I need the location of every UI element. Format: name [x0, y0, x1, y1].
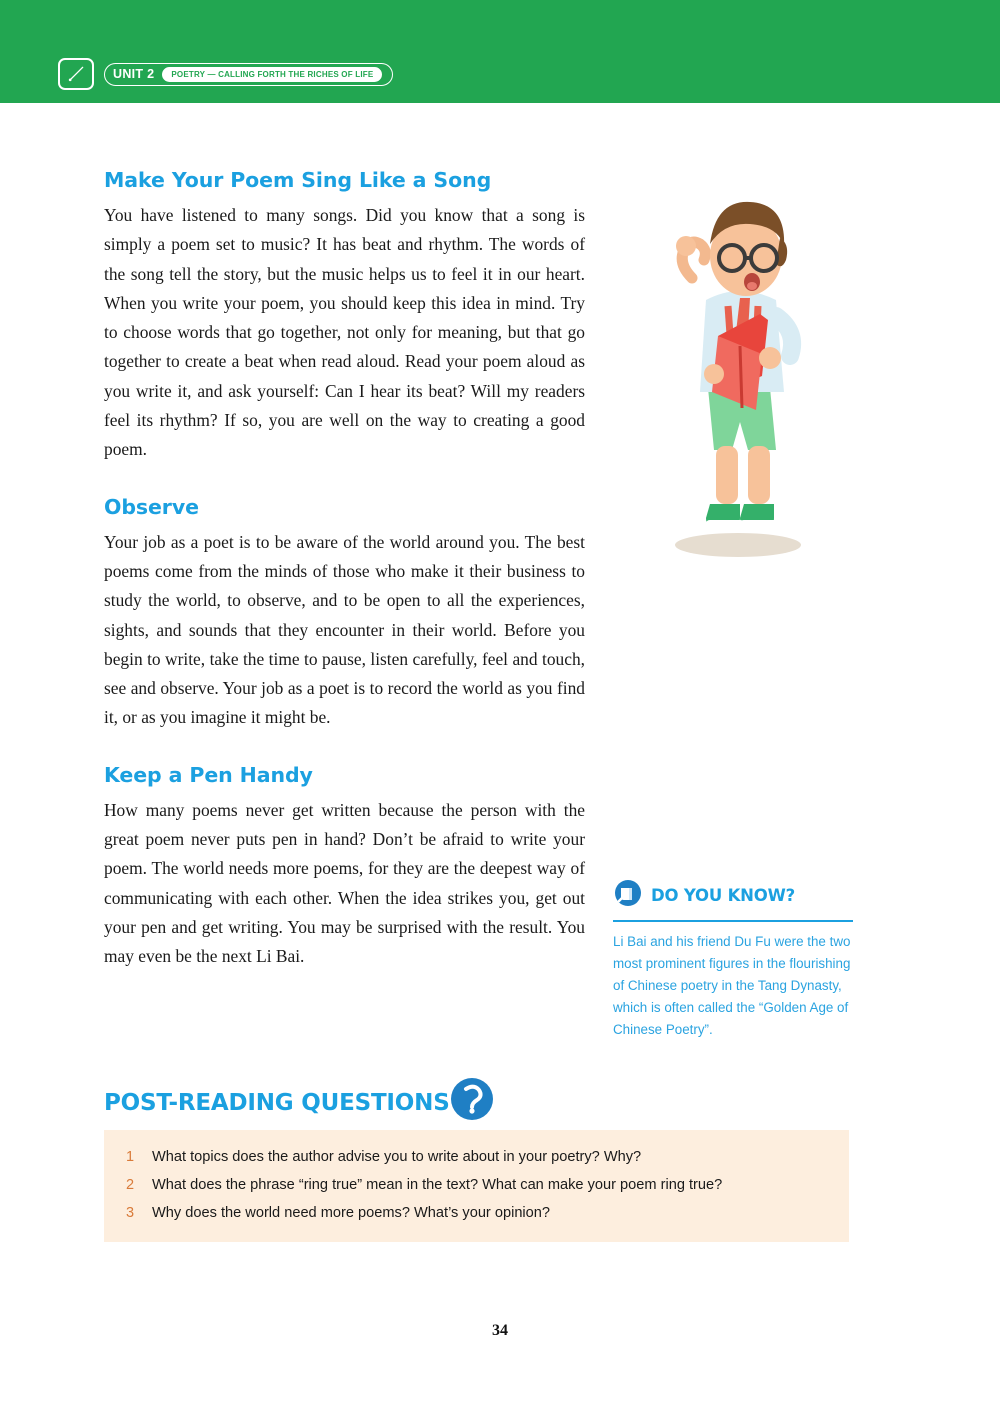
section-body-keep-a-pen-handy: How many poems never get written because the person with the great poem never puts pen in hand? Don’t be afraid to write your poem. The world needs more poems, for they are the deepest way of communicating with each other. When the idea strikes you, get out your pen and get writing. You may be surprised with the result. You may even be the next Li Bai.: [104, 799, 585, 967]
pen-nib-icon: [58, 58, 94, 90]
page-header-band: [0, 0, 1000, 103]
book-badge-icon: [613, 878, 643, 913]
boy-reading-book-illustration: [630, 160, 845, 570]
question-number: 3: [126, 1205, 135, 1221]
page-number: 34: [492, 1322, 508, 1339]
section-body-observe: Your job as a poet is to be aware of the world around you. The best poems come from the minds of those who make it their business to study the world, to observe, and to be open to all the experiences, sights, and sounds that they encounter in their world. Before you begin to write, take the time to pause, listen carefully, feel and touch, see and observe. Your job as a poet is to record the world as you find it, or as you imagine it might be.: [104, 531, 585, 728]
question-number: 2: [126, 1177, 135, 1193]
unit-pill: [104, 63, 393, 86]
do-you-know-header: [613, 878, 853, 922]
list-item: [126, 1202, 829, 1224]
section-heading-keep-a-pen-handy: Keep a Pen Handy: [104, 762, 313, 787]
do-you-know-box: [613, 878, 853, 1041]
header-content: [58, 58, 393, 90]
question-text: Why does the world need more poems? What’s your opinion?: [152, 1205, 551, 1221]
main-text-column: [104, 168, 585, 972]
post-reading-section: [104, 1080, 849, 1242]
list-item: [126, 1174, 829, 1196]
question-text: What does the phrase “ring true” mean in the text? What can make your poem ring true?: [152, 1177, 723, 1193]
post-reading-header: [104, 1080, 849, 1126]
do-you-know-title: DO YOU KNOW?: [651, 886, 795, 905]
section-heading-make-your-poem-sing: Make Your Poem Sing Like a Song: [104, 168, 492, 192]
section-heading-observe: Observe: [104, 494, 199, 519]
question-number: 1: [126, 1149, 135, 1165]
unit-subtitle: POETRY — CALLING FORTH THE RICHES OF LIFE: [162, 67, 382, 82]
section-body-make-your-poem-sing: You have listened to many songs. Did you know that a song is simply a poem set to music? It has beat and rhythm. The words of the song tell the story, but the music helps us to feel it in our heart. When you write your poem, you should keep this idea in mind. Try to choose words that go together, not only for meaning, but that go together to create a beat when read aloud. Read your poem aloud as you write it, and ask yourself: Can I hear its beat? Will my readers feel its rhythm? If so, you are well on the way to creating a good poem.: [104, 205, 585, 460]
do-you-know-text: Li Bai and his friend Du Fu were the two most prominent figures in the flourishing of Chinese poetry in the Tang Dynasty, which is often called the “Golden Age of Chinese Poetry”.: [613, 934, 851, 1037]
unit-label: UNIT 2: [113, 67, 155, 81]
list-item: [126, 1146, 829, 1168]
post-reading-question-box: [104, 1130, 849, 1242]
question-badge-icon: [444, 1077, 500, 1126]
post-reading-title: POST-READING QUESTIONS: [104, 1090, 450, 1116]
question-text: What topics does the author advise you to write about in your poetry? Why?: [152, 1149, 642, 1165]
